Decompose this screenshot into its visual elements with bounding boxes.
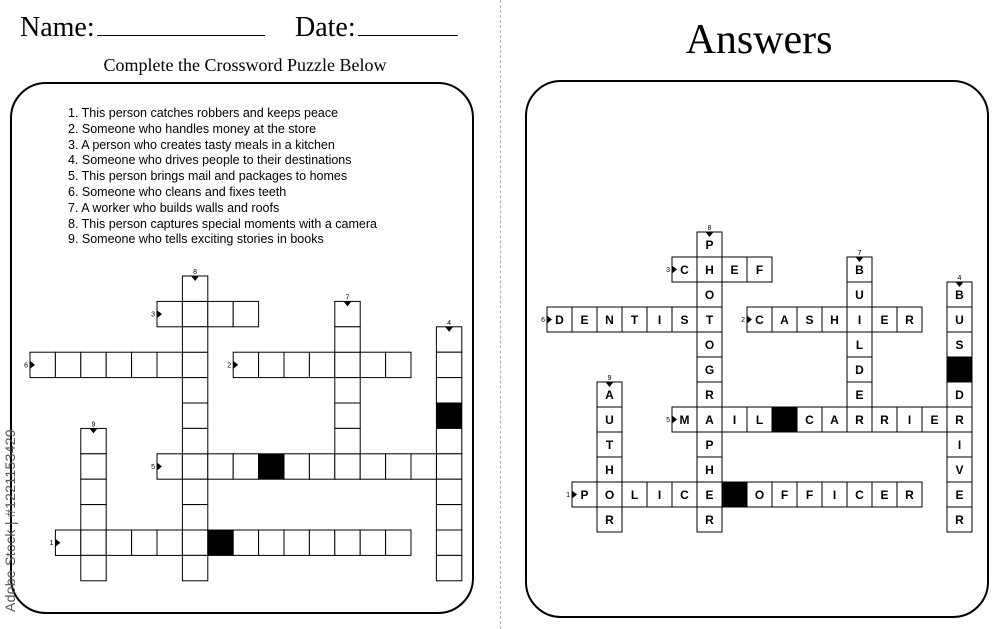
answer-letter: H [830,313,839,327]
answer-letter: R [705,513,714,527]
clue-number: 1 [566,492,570,499]
crossword-cell[interactable] [386,352,411,377]
answer-letter: T [705,313,714,327]
crossword-cell[interactable] [309,352,334,377]
crossword-cell[interactable] [360,530,385,555]
crossword-cell[interactable] [81,555,106,580]
answer-letter: T [605,438,614,452]
crossword-block [436,403,461,428]
answer-letter: E [880,488,889,502]
answer-letter: N [605,313,614,327]
crossword-cell[interactable] [436,505,461,530]
clue-number: 1 [49,540,54,548]
answer-letter: E [880,313,889,327]
crossword-cell[interactable] [182,327,207,352]
answer-letter: I [832,488,837,502]
clue-number: 8 [707,225,712,232]
answer-letter: E [955,488,964,502]
crossword-cell[interactable] [208,301,233,326]
answer-letter: R [905,488,914,502]
crossword-cell[interactable] [335,428,360,453]
answer-letter: C [680,263,689,277]
crossword-block [259,454,284,479]
crossword-cell[interactable] [81,454,106,479]
date-label: Date: [295,12,356,43]
crossword-cell[interactable] [386,530,411,555]
clue-item: 7. A worker who builds walls and roofs [68,200,280,215]
crossword-cell[interactable] [360,352,385,377]
answer-letter: C [755,313,764,327]
crossword-cell[interactable] [284,352,309,377]
answer-letter: L [855,338,864,352]
answer-letter: P [705,238,714,252]
crossword-cell[interactable] [182,403,207,428]
crossword-cell[interactable] [335,454,360,479]
crossword-cell[interactable] [233,301,258,326]
crossword-cell[interactable] [436,378,461,403]
answer-letter: U [605,413,614,427]
stock-watermark: Adobe Stock | #1221153429 [2,429,18,612]
answer-letter: R [855,413,864,427]
crossword-cell[interactable] [233,530,258,555]
crossword-cell[interactable] [132,352,157,377]
clue-number: 5 [151,464,155,471]
answer-letter: R [605,513,614,527]
crossword-cell[interactable] [182,428,207,453]
crossword-cell[interactable] [436,555,461,580]
clue-number: 4 [957,275,962,282]
answer-letter: A [830,413,839,427]
answer-letter: I [957,438,962,452]
crossword-cell[interactable] [259,352,284,377]
answer-letter: E [705,488,714,502]
answer-letter: S [955,338,964,352]
instructions-heading: Complete the Crossword Puzzle Below [103,55,387,75]
crossword-cell[interactable] [309,530,334,555]
crossword-cell[interactable] [386,454,411,479]
clue-number: 2 [741,317,745,324]
clue-number: 6 [541,317,545,324]
answer-letter: P [705,438,714,452]
crossword-cell[interactable] [335,378,360,403]
answer-letter: C [680,488,689,502]
answer-letter: V [955,463,964,477]
clue-number: 9 [607,375,612,382]
crossword-cell[interactable] [436,428,461,453]
answer-letter: B [955,288,964,302]
crossword-cell[interactable] [182,530,207,555]
answer-letter: D [555,313,564,327]
answer-grid [541,225,972,532]
answer-letter: A [780,313,789,327]
crossword-cell[interactable] [55,352,80,377]
answer-letter: A [705,413,714,427]
answer-letter: F [755,263,764,277]
answer-letter: H [605,463,614,477]
clue-number: 9 [91,421,96,429]
crossword-cell[interactable] [182,378,207,403]
crossword-cell[interactable] [106,352,131,377]
answer-letter: L [630,488,639,502]
crossword-cell[interactable] [182,454,207,479]
answer-letter: P [580,488,589,502]
answer-letter: M [679,413,690,427]
crossword-cell[interactable] [233,454,258,479]
crossword-cell[interactable] [259,530,284,555]
answer-letter: I [657,488,662,502]
crossword-cell[interactable] [335,403,360,428]
clue-number: 4 [447,319,452,327]
clue-item: 4. Someone who drives people to their destinations [68,153,352,168]
crossword-cell[interactable] [284,530,309,555]
crossword-cell[interactable] [335,352,360,377]
crossword-cell[interactable] [436,454,461,479]
clue-item: 5. This person brings mail and packages to homes [68,169,348,184]
crossword-cell[interactable] [182,301,207,326]
crossword-cell[interactable] [81,505,106,530]
crossword-cell[interactable] [360,454,385,479]
answer-letter: S [805,313,814,327]
answer-letter: B [855,263,864,277]
answer-letter: L [755,413,764,427]
crossword-cell[interactable] [81,479,106,504]
crossword-cell[interactable] [309,454,334,479]
answer-letter: R [905,313,914,327]
answer-letter: F [805,488,814,502]
crossword-block [947,357,972,382]
answer-letter: H [705,463,714,477]
answer-letter: D [855,363,864,377]
answer-letter: G [704,363,715,377]
answer-letter: O [704,288,715,302]
crossword-cell[interactable] [132,530,157,555]
crossword-cell[interactable] [182,555,207,580]
answer-letter: I [657,313,662,327]
clue-item: 1. This person catches robbers and keeps peace [68,106,339,120]
answer-letter: T [630,313,639,327]
crossword-cell[interactable] [335,327,360,352]
crossword-cell[interactable] [436,530,461,555]
clue-item: 3. A person who creates tasty meals in a kitchen [68,137,335,152]
clue-number: 7 [857,250,862,257]
crossword-cell[interactable] [411,454,436,479]
clue-item: 6. Someone who cleans and fixes teeth [68,184,287,199]
answer-letter: O [704,338,715,352]
crossword-cell[interactable] [284,454,309,479]
answer-letter: E [855,388,864,402]
clue-number: 6 [24,362,28,370]
answer-letter: F [780,488,789,502]
answer-letter: C [855,488,864,502]
answer-letter: R [955,413,964,427]
clue-number: 2 [227,362,232,370]
answer-letter: C [805,413,814,427]
crossword-cell[interactable] [436,479,461,504]
answers-title: Answers [685,17,833,63]
clue-number: 3 [666,267,670,274]
crossword-cell[interactable] [157,530,182,555]
answer-letter: O [754,488,765,502]
answer-letter: I [907,413,912,427]
answer-letter: E [730,263,739,277]
crossword-block [722,482,747,507]
crossword-cell[interactable] [208,454,233,479]
clue-number: 8 [193,269,198,276]
clue-item: 8. This person captures special moments with a camera [68,216,377,231]
answer-letter: S [680,313,689,327]
crossword-cell[interactable] [81,530,106,555]
answer-letter: O [604,488,615,502]
crossword-cell[interactable] [182,352,207,377]
crossword-cell[interactable] [182,479,207,504]
crossword-cell[interactable] [157,352,182,377]
puzzle-grid [24,269,462,581]
answer-letter: U [955,313,964,327]
answer-letter: E [930,413,939,427]
answer-letter: R [880,413,889,427]
clue-number: 5 [666,417,670,424]
name-label: Name: [20,12,95,43]
crossword-cell[interactable] [106,530,131,555]
clue-number: 3 [151,311,155,319]
clue-number: 7 [345,294,350,302]
crossword-cell[interactable] [81,352,106,377]
answer-letter: R [955,513,964,527]
clue-item: 2. Someone who handles money at the store [68,121,317,136]
crossword-block [208,530,233,555]
crossword-cell[interactable] [182,505,207,530]
crossword-cell[interactable] [335,530,360,555]
answer-letter: D [955,388,964,402]
answer-letter: R [705,388,714,402]
clue-item: 9. Someone who tells exciting stories in books [68,232,324,247]
crossword-block [772,407,797,432]
answer-letter: E [580,313,589,327]
answer-letter: I [857,313,862,327]
answer-letter: U [855,288,864,302]
answer-letter: I [732,413,737,427]
answer-letter: A [605,388,614,402]
answer-letter: H [705,263,714,277]
crossword-cell[interactable] [436,352,461,377]
